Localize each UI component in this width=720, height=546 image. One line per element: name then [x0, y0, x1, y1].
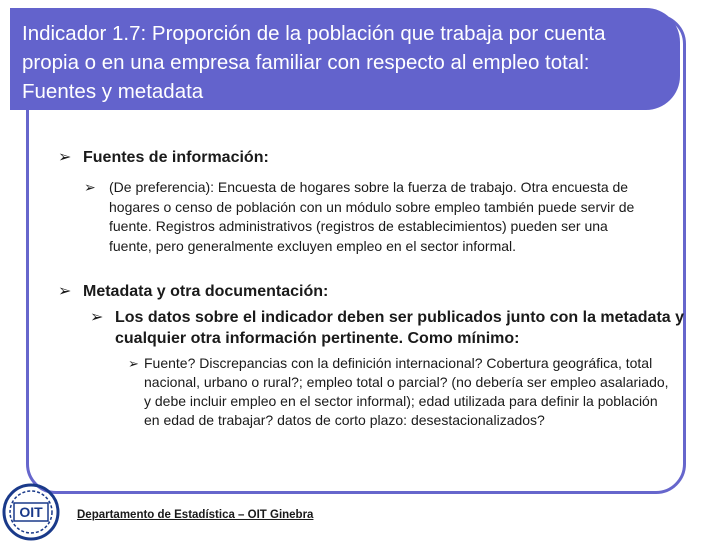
logo-text: OIT: [19, 504, 43, 520]
slide-content: [58, 148, 685, 430]
fuentes-item-text: (De preferencia): Encuesta de hogares sobre la fuerza de trabajo. Otra encuesta de hogares o censo de población con un módulo sobre empleo también puede servir de fuente. Registros administrativos (registros de establecimientos) pueden ser una fuente, pero generalmente excluyen empleo en el sector informal.: [109, 179, 635, 254]
footer-text: Departamento de Estadística – OIT Ginebra: [77, 509, 314, 521]
title-bar: [10, 8, 680, 110]
oit-logo: [2, 483, 60, 541]
metadata-subitem: [128, 354, 669, 430]
section-heading-label: Fuentes de información:: [83, 149, 269, 166]
metadata-subitem-text: Fuente? Discrepancias con la definición internacional? Cobertura geográfica, total nacional, urbano o rural?; empleo total o parcial? (no debería ser empleo asalariado, y debe incluir empleo en el sector informal); edad utilizada para definir la población en edad de trabajar? datos de corto plazo: desestacionalizados?: [144, 355, 669, 428]
arrow-bullet-icon: ➢: [84, 179, 96, 195]
arrow-bullet-icon: ➢: [58, 283, 72, 300]
metadata-subheading: [90, 307, 693, 349]
metadata-subheading-text: Los datos sobre el indicador deben ser publicados junto con la metadata y cualquier otra información pertinente. Como mínimo:: [115, 309, 685, 347]
slide-title: Indicador 1.7: Proporción de la población que trabaja por cuenta propia o en una empresa familiar con respecto al empleo total: Fuentes y metadata: [22, 22, 606, 103]
section-metadata-heading: [58, 282, 668, 302]
arrow-bullet-icon: ➢: [128, 356, 139, 371]
fuentes-item: [84, 178, 645, 256]
section-heading-label: Metadata y otra documentación:: [83, 283, 329, 300]
arrow-bullet-icon: ➢: [58, 149, 72, 166]
section-fuentes-heading: [58, 148, 668, 168]
arrow-bullet-icon: ➢: [90, 309, 104, 326]
